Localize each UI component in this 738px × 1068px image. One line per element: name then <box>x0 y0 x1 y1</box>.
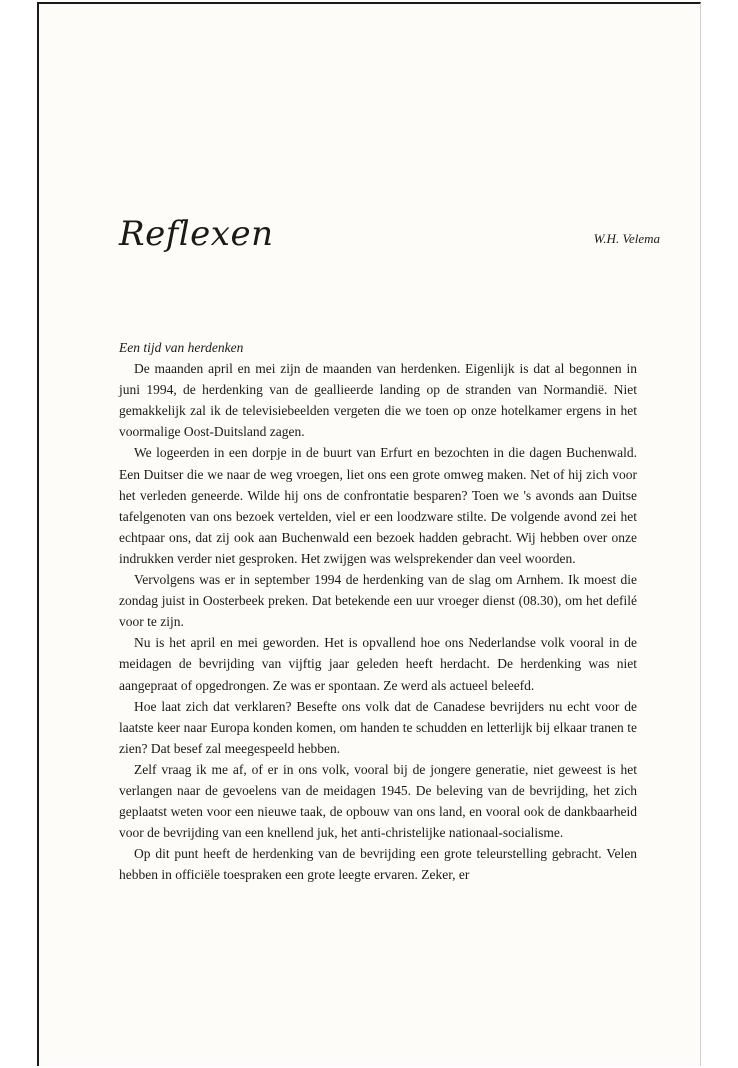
paragraph: We logeerden in een dorpje in de buurt van Erfurt en bezochten in die dagen Buchenwald. Een Duitser die we naar de weg vroegen, liet ons een grote omweg maken. Net of hij zich voor het verleden geneerde. Wilde hij ons de confrontatie besparen? Toen we 's avonds aan Duitse tafelgenoten van ons bezoek vertelden, viel er een loodzware stilte. De volgende avond zei het echtpaar ons, dat zij ook aan Buchenwald een bezoek hadden gebracht. Wij hebben over onze indrukken verder niet gesproken. Het zwijgen was welsprekender dan veel woorden. <box>119 445 637 566</box>
paragraph: Vervolgens was er in september 1994 de herdenking van de slag om Arnhem. Ik moest die zondag juist in Oosterbeek preken. Dat betekende een uur vroeger dienst (08.30), om het defilé voor te zijn. <box>119 572 637 630</box>
paragraph: Op dit punt heeft de herdenking van de bevrijding een grote teleurstelling gebracht. Velen hebben in officiële toespraken een grote leegte ervaren. Zeker, er <box>119 846 637 883</box>
document-page <box>37 2 701 1066</box>
section-heading: Een tijd van herdenken <box>119 340 244 355</box>
paragraph: Hoe laat zich dat verklaren? Besefte ons volk dat de Canadese bevrijders nu echt voor de laatste keer naar Europa konden komen, om handen te schudden en letterlijk bij elkaar tranen te zien? Dat besef zal meegespeeld hebben. <box>119 698 637 756</box>
paragraph: Zelf vraag ik me af, of er in ons volk, vooral bij de jongere generatie, niet geweest is het verlangen naar de gevoelens van de meidagen 1945. De beleving van de bevrijding, het zich geplaatst weten voor een nieuwe taak, de opbouw van ons land, en vooral ook de dankbaarheid voor de bevrijding van een knellend juk, het anti-christelijke nationaal-socialisme. <box>119 761 637 841</box>
article-author: W.H. Velema <box>593 231 660 246</box>
article-title: Reflexen <box>119 214 274 254</box>
article-body <box>119 337 637 885</box>
paragraph: De maanden april en mei zijn de maanden van herdenken. Eigenlijk is dat al begonnen in juni 1994, de herdenking van de geallieerde landing op de stranden van Normandië. Niet gemakkelijk zal ik de televisiebeelden vergeten die we toen op onze hotelkamer ergens in het voormalige Oost-Duitsland zagen. <box>119 361 637 440</box>
paragraph: Nu is het april en mei geworden. Het is opvallend hoe ons Nederlandse volk vooral in de meidagen de bevrijding van vijftig jaar geleden heeft herdacht. De herdenking was niet aangepraat of opgedrongen. Ze was er spontaan. Ze werd als actueel beleefd. <box>119 635 637 693</box>
